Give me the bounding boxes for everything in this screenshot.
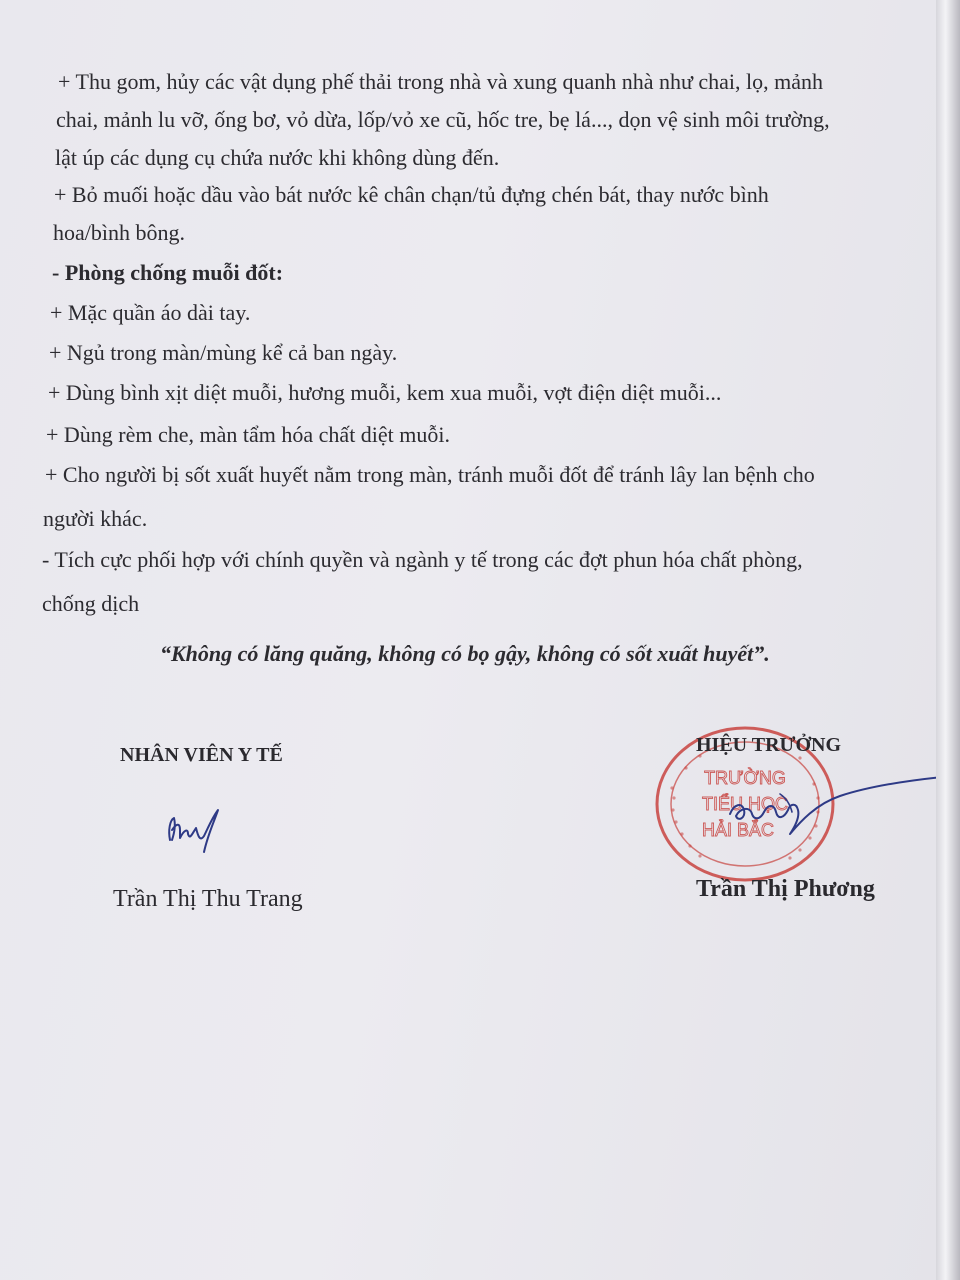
left-signature xyxy=(160,800,250,860)
section-heading: - Phòng chống muỗi đốt: xyxy=(52,260,284,285)
stamp-text-1: TRƯỜNG xyxy=(704,768,786,788)
right-signatory-title: HIỆU TRƯỞNG xyxy=(696,734,842,756)
body-line-2: chai, mảnh lu vỡ, ống bơ, vỏ dừa, lốp/vỏ xe cũ, hốc tre, bẹ lá..., dọn vệ sinh môi trường, xyxy=(56,107,830,132)
body-line-3: lật úp các dụng cụ chứa nước khi không dùng đến. xyxy=(55,145,500,170)
right-signatory-name: Trần Thị Phương xyxy=(696,876,875,902)
body-line-11: + Cho người bị sốt xuất huyết nằm trong màn, tránh muỗi đốt để tránh lây lan bệnh cho xyxy=(45,462,815,487)
body-line-5: hoa/bình bông. xyxy=(53,220,185,245)
body-line-12: người khác. xyxy=(43,506,148,531)
stamp-text-3: HẢI BẮC xyxy=(701,820,775,840)
left-signatory-name: Trần Thị Thu Trang xyxy=(113,886,303,912)
body-line-10: + Dùng rèm che, màn tẩm hóa chất diệt muỗi. xyxy=(46,422,451,447)
page-edge xyxy=(936,0,960,1280)
body-line-1: + Thu gom, hủy các vật dụng phế thải trong nhà và xung quanh nhà như chai, lọ, mảnh xyxy=(58,69,824,94)
body-line-9: + Dùng bình xịt diệt muỗi, hương muỗi, kem xua muỗi, vợt điện diệt muỗi... xyxy=(48,380,722,405)
stamp-text-2: TIỂU HỌC xyxy=(701,794,789,814)
body-line-4: + Bỏ muối hoặc dầu vào bát nước kê chân chạn/tủ đựng chén bát, thay nước bình xyxy=(54,182,769,207)
right-signature xyxy=(720,774,940,854)
left-signatory-title: NHÂN VIÊN Y TẾ xyxy=(120,744,283,766)
body-line-7: + Mặc quần áo dài tay. xyxy=(50,300,251,325)
body-line-8: + Ngủ trong màn/mùng kể cả ban ngày. xyxy=(49,340,398,365)
slogan: “Không có lăng quăng, không có bọ gậy, không có sốt xuất huyết”. xyxy=(160,641,770,666)
body-line-14: chống dịch xyxy=(42,591,140,616)
body-line-13: - Tích cực phối hợp với chính quyền và ngành y tế trong các đợt phun hóa chất phòng, xyxy=(42,547,803,572)
